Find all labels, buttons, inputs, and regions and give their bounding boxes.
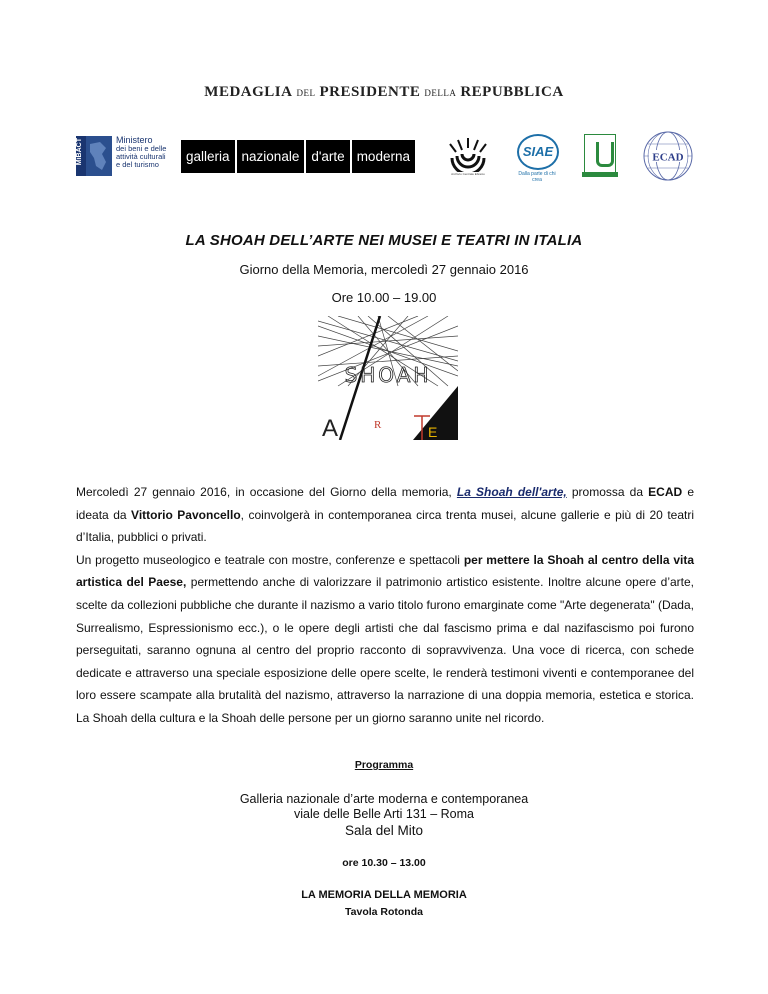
letter-t: T	[410, 424, 411, 425]
paragraph-2	[76, 549, 694, 730]
globe-icon	[642, 130, 694, 182]
gnam-word: nazionale	[237, 140, 305, 173]
paragraph-1	[76, 481, 694, 549]
gnam-word: d'arte	[306, 140, 349, 173]
mibact-mark-text: MiBACT	[76, 138, 83, 166]
text-run: Mercoledì 27 gennaio 2016, in occasione del Giorno della memoria,	[76, 485, 457, 499]
venue-block	[0, 792, 768, 822]
sponsor-logos	[0, 130, 768, 183]
venue-name: Galleria nazionale d’arte moderna e contemporanea	[239, 792, 529, 806]
project-title-link[interactable]: La Shoah dell'arte,	[456, 485, 567, 499]
medal-word: MEDAGLIA	[204, 84, 293, 100]
author-name: Vittorio Pavoncello	[131, 507, 241, 522]
ecad-logo	[642, 130, 694, 182]
mibact-line: attività culturali	[116, 152, 166, 161]
medal-word: della	[424, 84, 457, 99]
session-time: ore 10.30 – 13.00	[342, 857, 426, 869]
archive-caption: Archivio Centrale Ebraico	[451, 172, 485, 176]
ecad-name: ECAD	[648, 485, 683, 499]
shoah-word: SHOAH	[344, 363, 432, 387]
program-heading: Programma	[354, 759, 414, 771]
mibact-line: e del turismo	[116, 160, 159, 169]
body-text	[76, 481, 694, 730]
medal-heading	[0, 84, 768, 101]
university-logo	[582, 134, 618, 178]
medal-word: del	[296, 84, 316, 99]
shoah-arte-artwork	[318, 316, 458, 440]
event-hours: Ore 10.00 – 19.00	[331, 290, 437, 305]
siae-caption: Dalla parte di chi crea	[518, 171, 556, 183]
siae-mark: SIAE	[517, 134, 559, 170]
medal-word: REPUBBLICA	[460, 84, 564, 100]
text-run: e ideata da	[76, 485, 694, 522]
mibact-mark	[76, 136, 112, 176]
italy-map-icon	[76, 136, 112, 176]
session-title: LA MEMORIA DELLA MEMORIA	[301, 889, 467, 901]
event-subtitle: Giorno della Memoria, mercoledì 27 gennaio 2016	[239, 262, 529, 277]
letter-a: A	[322, 415, 339, 440]
menorah-arc-icon	[444, 134, 492, 172]
event-title: LA SHOAH DELL’ARTE NEI MUSEI E TEATRI IN ITALIA	[185, 232, 583, 249]
medal-word: PRESIDENTE	[319, 84, 421, 100]
venue-room: Sala del Mito	[344, 823, 424, 838]
gnam-word: galleria	[181, 140, 235, 173]
text-run: promossa da	[566, 485, 649, 499]
mibact-text	[116, 136, 176, 169]
siae-logo	[514, 134, 560, 183]
gnam-word: moderna	[352, 140, 415, 173]
text-run: , coinvolgerà in contemporanea circa trenta musei, alcune gallerie e più di 20 teatri d’Italia, pubblici o privati.	[76, 507, 694, 545]
session-type: Tavola Rotonda	[345, 906, 423, 918]
mibact-logo	[76, 136, 174, 176]
mibact-line: dei beni e delle	[116, 144, 167, 153]
mibact-line: Ministero	[116, 135, 153, 145]
shoah-arte-logo	[318, 316, 458, 440]
text-run: permettendo anche di valorizzare il patrimonio artistico esistente. Inoltre alcune opere d’arte, scelte da collezioni pubbliche che durante il nazismo a vario titolo furono emarginate come "Arte degenerata" (Dada, Surrealismo, Espressionismo ecc.), o le opere degli artisti che dal fascismo prima e dal nazifascismo poi furono perseguitati, saranno ognuna al centro del proprio racconto di sopravvivenza. Una voce di ricerca, con schede dedicate e attraverso una speciale esposizione delle opere scelte, le renderà testimoni viventi e contemporanee del loro essere scampate alla brutalità del nazismo, attraverso la narrazione di una doppia memoria, estetica e storica. La Shoah della cultura e la Shoah delle persone per un giorno saranno unite nel ricordo.	[76, 575, 694, 725]
venue-address: viale delle Belle Arti 131 – Roma	[294, 807, 474, 821]
letter-r: R	[374, 419, 382, 431]
u-mark-icon	[596, 142, 614, 167]
archive-logo	[444, 134, 492, 178]
letter-e: E	[428, 424, 438, 440]
text-run: Un progetto museologico e teatrale con mostre, conferenze e spettacoli	[76, 552, 464, 567]
ecad-mark: ECAD	[652, 151, 684, 164]
gnam-logo	[181, 140, 415, 173]
emphasis-text: per mettere la Shoah al centro della vita artistica del Paese,	[76, 552, 695, 590]
